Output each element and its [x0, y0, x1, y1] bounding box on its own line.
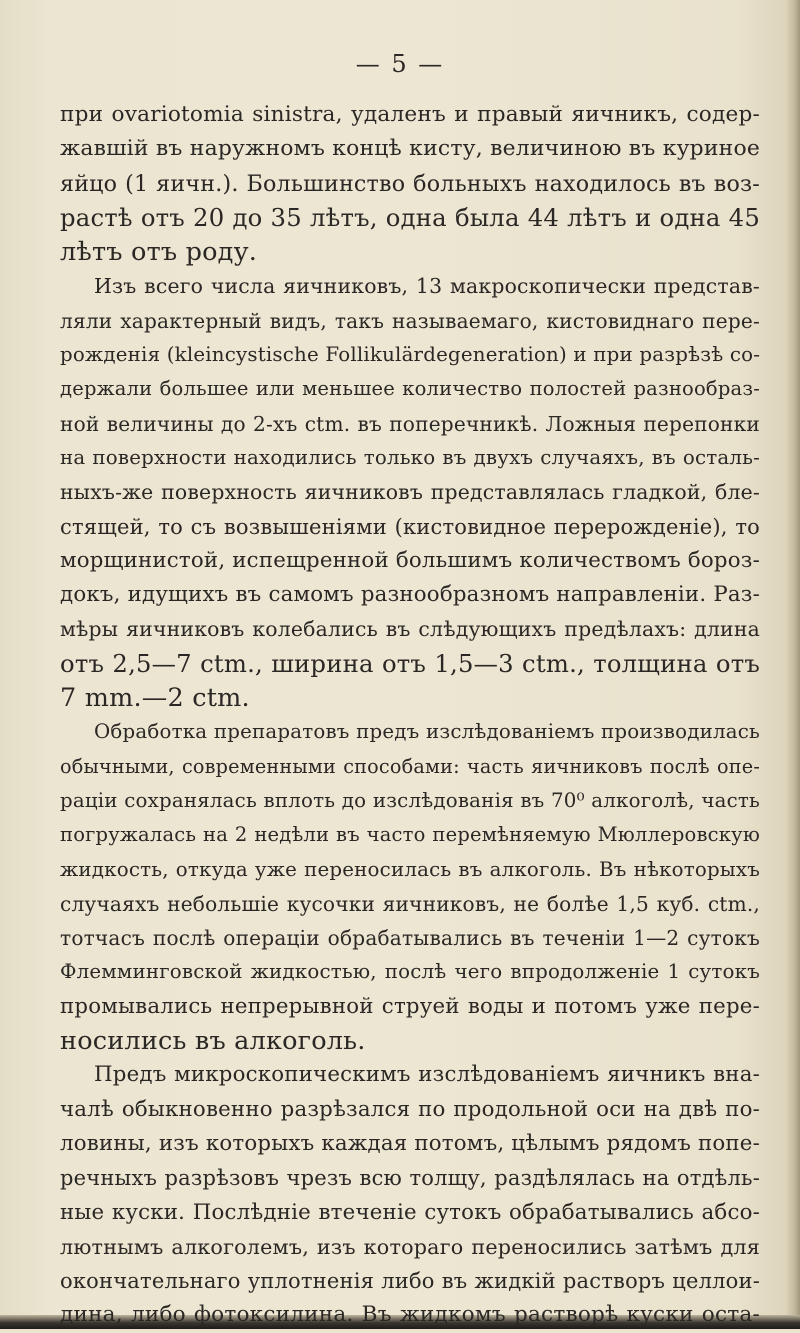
text-line: ные куски. Послѣдніе втеченіе сутокъ обрабатывались абсо- — [60, 1199, 760, 1225]
text-line: ляли характерный видъ, такъ называемаго, кистовиднаго пере- — [60, 308, 760, 333]
text-line: речныхъ разрѣзовъ чрезъ всю толщу, раздѣлялась на отдѣль- — [60, 1166, 760, 1191]
page-number: — 5 — — [355, 50, 445, 78]
text-line: погружалась на 2 недѣли въ часто перемѣняемую Мюллеровскую — [60, 823, 760, 847]
body-text — [60, 98, 760, 1333]
text-line: обычными, современными способами: часть яичниковъ послѣ опе- — [60, 754, 760, 778]
text-line: морщинистой, испещренной большимъ количествомъ бороз- — [60, 547, 760, 573]
text-line: ной величины до 2-хъ ctm. въ поперечникѣ. Ложныя перепонки — [60, 411, 760, 436]
text-line: случаяхъ небольшіе кусочки яичниковъ, не болѣе 1,5 куб. ctm., — [60, 891, 760, 916]
text-line: рожденія (kleincystische Follikulärdegeneration) и при разрѣзѣ со- — [60, 343, 761, 367]
text-line: ловины, изъ которыхъ каждая потомъ, цѣлымъ рядомъ попе- — [60, 1130, 760, 1156]
text-line: на поверхности находились только въ двухъ случаяхъ, въ осталь- — [60, 445, 760, 469]
text-line: яйцо (1 яичн.). Большинство больныхъ находилось въ воз- — [60, 170, 760, 197]
text-line: окончательнаго уплотненія либо въ жидкій растворъ целлои- — [60, 1269, 760, 1294]
text-line: мѣры яичниковъ колебались въ слѣдующихъ предѣлахъ: длина — [60, 617, 760, 642]
text-line: раціи сохранялась вплоть до изслѣдованія въ 70⁰ алкоголѣ, часть — [60, 788, 760, 812]
text-line: жавшій въ наружномъ концѣ кисту, величиною въ куриное — [60, 136, 760, 162]
text-line: чалѣ обыкновенно разрѣзался по продольной оси на двѣ по- — [60, 1096, 760, 1122]
text-line: ныхъ-же поверхность яичниковъ представлялась гладкой, бле- — [60, 480, 760, 505]
text-line: жидкость, откуда уже переносилась въ алкоголь. Въ нѣкоторыхъ — [60, 857, 760, 881]
text-line: при ovariotomia sinistra, удаленъ и правый яичникъ, содер- — [60, 102, 760, 127]
text-line: отъ 2,5—7 ctm., ширина отъ 1,5—3 ctm., толщина отъ — [60, 648, 760, 678]
text-line: тотчасъ послѣ операціи обрабатывались въ теченіи 1—2 сутокъ — [60, 926, 760, 951]
text-line: носились въ алкоголь. — [60, 1026, 366, 1057]
page-edge-shadow — [786, 0, 800, 1329]
text-line: стящей, то съ возвышеніями (кистовидное перерожденіе), то — [60, 514, 760, 539]
text-line: держали большее или меньшее количество полостей разнообраз- — [60, 377, 760, 401]
text-line: Изъ всего числа яичниковъ, 13 макроскопически представ- — [94, 274, 760, 299]
text-line: Предъ микроскопическимъ изслѣдованіемъ яичникъ вна- — [94, 1062, 760, 1088]
text-line: докъ, идущихъ въ самомъ разнообразномъ направленіи. Раз- — [60, 582, 760, 608]
text-line: дина, либо фотоксилина. Въ жидкомъ растворѣ куски оста- — [60, 1302, 760, 1328]
text-line: Обработка препаратовъ предъ изслѣдованіемъ производилась — [94, 720, 760, 744]
text-line: промывались непрерывной струей воды и потомъ уже пере- — [60, 993, 760, 1019]
text-line: лѣтъ отъ роду. — [60, 237, 258, 268]
text-line: лютнымъ алкоголемъ, изъ котораго переносились затѣмъ для — [60, 1234, 760, 1259]
text-line: Флемминговской жидкостью, послѣ чего впродолженіе 1 сутокъ — [60, 960, 760, 984]
text-line: 7 mm.—2 ctm. — [60, 683, 250, 714]
text-line: растѣ отъ 20 до 35 лѣтъ, одна была 44 лѣтъ и одна 45 — [60, 202, 760, 232]
